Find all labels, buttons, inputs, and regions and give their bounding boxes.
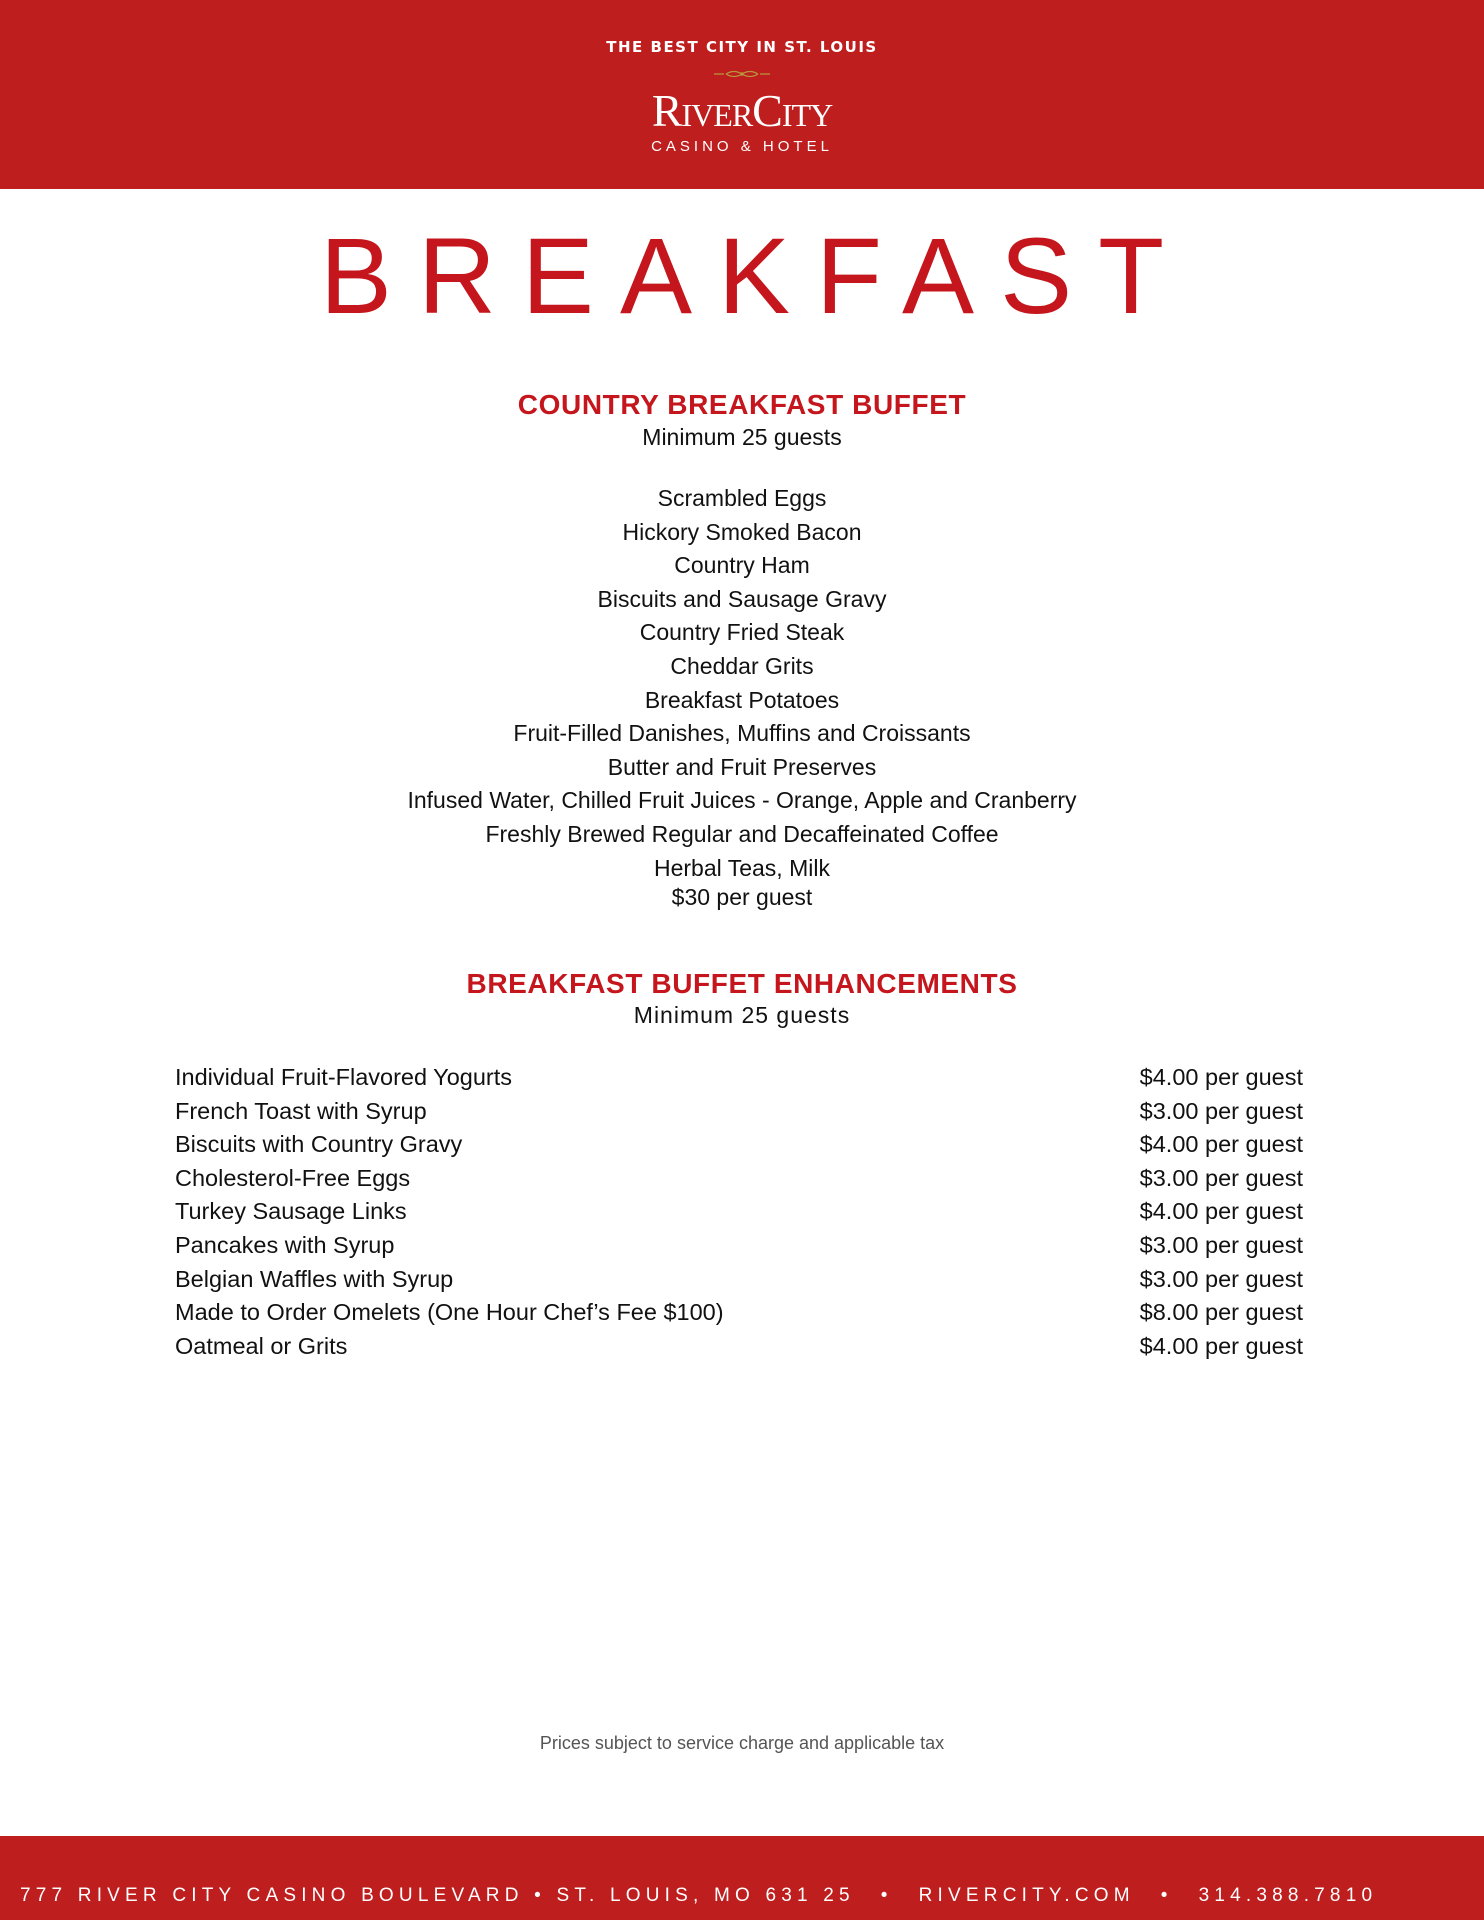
list-item: Herbal Teas, Milk	[654, 854, 830, 881]
enhancements-list	[175, 1061, 1303, 1363]
list-item: Cheddar Grits	[670, 652, 814, 679]
tagline: THE BEST CITY IN ST. LOUIS	[606, 38, 878, 56]
logo-letters: ITY	[781, 97, 833, 133]
item-name: Belgian Waffles with Syrup	[175, 1265, 454, 1292]
footer-phone[interactable]: 314.388.7810	[1198, 1885, 1378, 1906]
item-name: Pancakes with Syrup	[175, 1231, 395, 1258]
list-item: Freshly Brewed Regular and Decaffeinated Coffee	[485, 820, 999, 847]
buffet-price: $30 per guest	[671, 884, 813, 910]
list-item	[175, 1330, 1303, 1364]
list-item: Infused Water, Chilled Fruit Juices - Orange, Apple and Cranberry	[407, 787, 1077, 814]
list-item: Butter and Fruit Preserves	[607, 753, 877, 780]
list-item	[175, 1229, 1303, 1263]
item-name: Individual Fruit-Flavored Yogurts	[175, 1064, 513, 1090]
list-item: Country Fried Steak	[639, 619, 845, 646]
item-price: $8.00 per guest	[1139, 1299, 1303, 1326]
list-item	[175, 1128, 1303, 1162]
item-price: $4.00 per guest	[1139, 1332, 1303, 1359]
logo-letter: C	[752, 85, 782, 136]
ornament-icon	[712, 68, 772, 80]
item-price: $3.00 per guest	[1139, 1265, 1303, 1292]
item-name: Cholesterol-Free Eggs	[175, 1164, 411, 1191]
logo-wordmark	[0, 85, 1484, 138]
item-name: French Toast with Syrup	[175, 1097, 427, 1124]
list-item	[175, 1162, 1303, 1196]
buffet-subtitle: Minimum 25 guests	[642, 424, 842, 450]
footer-contact	[20, 1885, 1484, 1907]
enhancements-subtitle: Minimum 25 guests	[633, 1002, 851, 1028]
enhancements-title: BREAKFAST BUFFET ENHANCEMENTS	[466, 968, 1018, 999]
list-item	[175, 1263, 1303, 1297]
logo-letter: R	[651, 85, 682, 136]
page-title: BREAKFAST	[319, 215, 1191, 336]
list-item	[175, 1195, 1303, 1229]
item-price: $4.00 per guest	[1139, 1198, 1303, 1225]
item-price: $3.00 per guest	[1139, 1231, 1303, 1258]
item-name: Turkey Sausage Links	[175, 1198, 407, 1225]
item-name: Oatmeal or Grits	[175, 1332, 348, 1359]
logo-subtitle: CASINO & HOTEL	[651, 138, 833, 155]
list-item	[175, 1061, 1303, 1095]
footer-separator: •	[880, 1885, 893, 1906]
pricing-footnote: Prices subject to service charge and applicable tax	[539, 1733, 945, 1753]
logo-letters: IVER	[681, 97, 753, 133]
list-item	[175, 1095, 1303, 1129]
item-price: $4.00 per guest	[1139, 1064, 1303, 1090]
footer-banner	[0, 1836, 1484, 1920]
list-item: Fruit-Filled Danishes, Muffins and Croissants	[513, 720, 971, 747]
footer-separator: •	[1160, 1885, 1173, 1906]
item-name: Made to Order Omelets (One Hour Chef’s Fee $100)	[175, 1299, 724, 1326]
list-item: Breakfast Potatoes	[644, 686, 840, 713]
list-item	[175, 1296, 1303, 1330]
buffet-item-list	[0, 482, 1484, 885]
item-price: $4.00 per guest	[1139, 1131, 1303, 1158]
footer-website-link[interactable]: RIVERCITY.COM	[918, 1885, 1135, 1906]
list-item: Biscuits and Sausage Gravy	[597, 585, 887, 612]
list-item: Country Ham	[674, 552, 810, 579]
footer-address: 777 RIVER CITY CASINO BOULEVARD • ST. LOUIS, MO 631 25	[20, 1885, 855, 1906]
list-item: Hickory Smoked Bacon	[622, 518, 862, 545]
header-banner	[0, 0, 1484, 189]
item-price: $3.00 per guest	[1139, 1097, 1303, 1124]
item-price: $3.00 per guest	[1139, 1164, 1303, 1191]
list-item: Scrambled Eggs	[657, 485, 827, 511]
buffet-title: COUNTRY BREAKFAST BUFFET	[517, 389, 967, 420]
item-name: Biscuits with Country Gravy	[175, 1131, 463, 1158]
